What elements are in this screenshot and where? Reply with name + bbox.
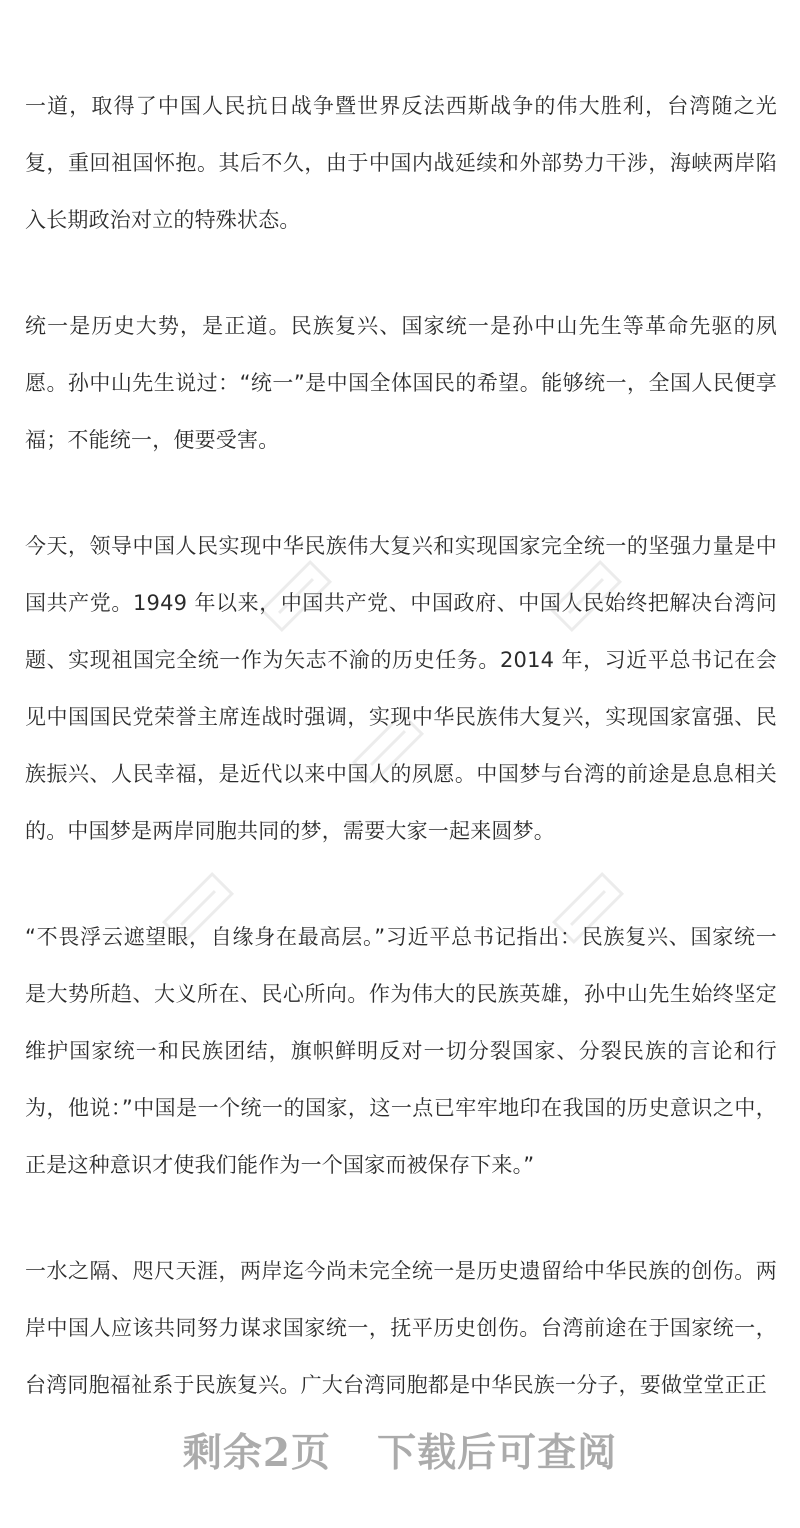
paragraph: 今天，领导中国人民实现中华民族伟大复兴和实现国家完全统一的坚强力量是中国共产党。1949 年以来，中国共产党、中国政府、中国人民始终把解决台湾问题、实现祖国完全统一作为矢志不渝的历史任务。2014 年，习近平总书记在会见中国国民党荣誉主席连战时强调，实现中华民族伟大复兴，实现国家富强、民族振兴、人民幸福，是近代以来中国人的夙愿。中国梦与台湾的前途是息息相关的。中国梦是两岸同胞共同的梦，需要大家一起来圆梦。 <box>25 534 777 843</box>
remaining-pages-label: 剩余2页 <box>182 1430 332 1476</box>
paragraph: 统一是历史大势，是正道。民族复兴、国家统一是孙中山先生等革命先驱的夙愿。孙中山先生说过：“统一”是中国全体国民的希望。能够统一，全国人民便享福；不能统一，便要受害。 <box>25 314 777 452</box>
paragraph: “不畏浮云遮望眼，自缘身在最高层。”习近平总书记指出：民族复兴、国家统一是大势所趋、大义所在、民心所向。作为伟大的民族英雄，孙中山先生始终坚定维护国家统一和民族团结，旗帜鲜明反对一切分裂国家、分裂民族的言论和行为，他说：”中国是一个统一的国家，这一点已牢牢地印在我国的历史意识之中，正是这种意识才使我们能作为一个国家而被保存下来。” <box>25 925 777 1177</box>
download-to-view-label: 下载后可查阅 <box>377 1430 618 1476</box>
paragraph: 一水之隔、咫尺天涯，两岸迄今尚未完全统一是历史遗留给中华民族的创伤。两岸中国人应该共同努力谋求国家统一，抚平历史创伤。台湾前途在于国家统一，台湾同胞福祉系于民族复兴。广大台湾同胞都是中华民族一分子，要做堂堂正正 <box>25 1259 777 1397</box>
paragraph: 一道，取得了中国人民抗日战争暨世界反法西斯战争的伟大胜利，台湾随之光复，重回祖国怀抱。其后不久，由于中国内战延续和外部势力干涉，海峡两岸陷入长期政治对立的特殊状态。 <box>25 94 777 232</box>
document-body <box>25 78 777 1463</box>
download-prompt-banner[interactable] <box>0 1418 800 1488</box>
